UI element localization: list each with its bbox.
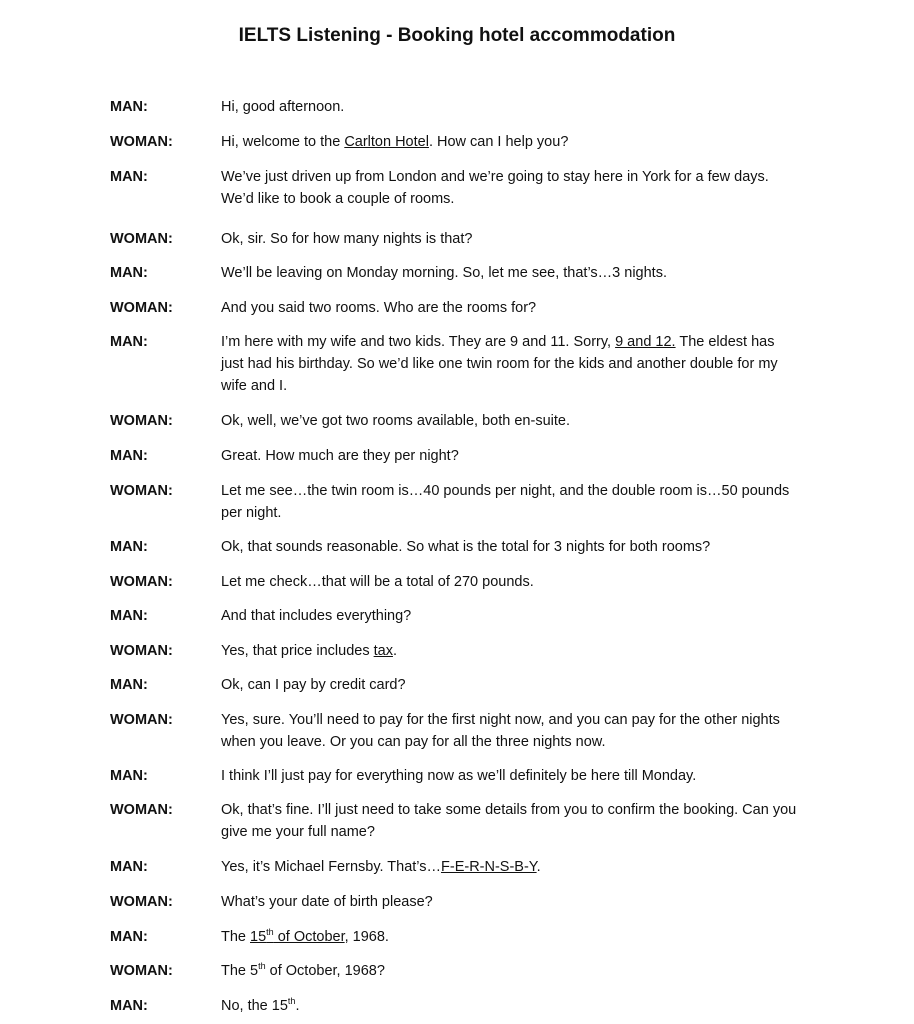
speaker-label: MAN: <box>110 169 148 185</box>
speaker-label: WOMAN: <box>110 802 173 818</box>
speaker-label: MAN: <box>110 677 148 693</box>
speaker-label: MAN: <box>110 334 148 350</box>
dialogue-text: Hi, welcome to the Carlton Hotel. How can I help you? <box>221 134 569 150</box>
dialogue-text: And that includes everything? <box>221 608 412 624</box>
underlined-answer: F-E-R-N-S-B-Y <box>441 859 537 875</box>
underlined-answer: tax <box>373 643 393 659</box>
dialogue-text: We’ve just driven up from London and we’re going to stay here in York for a few days. We’d like to book a couple of rooms. <box>221 169 769 207</box>
speaker-label: WOMAN: <box>110 712 173 728</box>
dialogue-text: Hi, good afternoon. <box>221 99 345 115</box>
dialogue-text: I’m here with my wife and two kids. They are 9 and 11. Sorry, 9 and 12. The eldest has just had his birthday. So we’d like one twin room for the kids and another double for my wife and I. <box>221 334 778 394</box>
speaker-label: WOMAN: <box>110 894 173 910</box>
dialogue-text: The 15th of October, 1968. <box>221 927 389 945</box>
dialogue-text: Ok, can I pay by credit card? <box>221 677 406 693</box>
dialogue-text: Yes, sure. You’ll need to pay for the first night now, and you can pay for the other nights when you leave. Or you can pay for all the three nights now. <box>221 712 780 750</box>
underlined-answer: Carlton Hotel <box>344 134 429 150</box>
dialogue-text: The 5th of October, 1968? <box>221 961 385 979</box>
document-title: IELTS Listening - Booking hotel accommodation <box>238 25 676 46</box>
dialogue-text: Ok, that’s fine. I’ll just need to take some details from you to confirm the booking. Can you give me your full name? <box>221 802 797 840</box>
speaker-label: MAN: <box>110 539 148 555</box>
speaker-label: WOMAN: <box>110 413 173 429</box>
dialogue-text: Let me check…that will be a total of 270 pounds. <box>221 574 534 590</box>
speaker-label: WOMAN: <box>110 134 173 150</box>
dialogue-text: No, the 15th. <box>221 996 300 1014</box>
speaker-label: WOMAN: <box>110 483 173 499</box>
dialogue-text: And you said two rooms. Who are the rooms for? <box>221 300 537 316</box>
dialogue-text: Let me see…the twin room is…40 pounds per night, and the double room is…50 pounds per night. <box>221 483 790 521</box>
speaker-label: MAN: <box>110 265 148 281</box>
speaker-label: WOMAN: <box>110 643 173 659</box>
dialogue-text: Ok, well, we’ve got two rooms available, both en-suite. <box>221 413 570 429</box>
dialogue-text: I think I’ll just pay for everything now as we’ll definitely be here till Monday. <box>221 768 697 784</box>
speaker-label: MAN: <box>110 929 148 945</box>
speaker-label: MAN: <box>110 998 148 1014</box>
speaker-label: WOMAN: <box>110 231 173 247</box>
speaker-label: MAN: <box>110 608 148 624</box>
dialogue-text: We’ll be leaving on Monday morning. So, let me see, that’s…3 nights. <box>221 265 667 281</box>
speaker-label: WOMAN: <box>110 963 173 979</box>
speaker-label: MAN: <box>110 768 148 784</box>
dialogue-text: What’s your date of birth please? <box>221 894 433 910</box>
speaker-label: MAN: <box>110 99 148 115</box>
speaker-label: MAN: <box>110 859 148 875</box>
dialogue-text: Yes, that price includes tax. <box>221 643 397 659</box>
underlined-answer: 15th of October <box>250 927 345 945</box>
speaker-label: WOMAN: <box>110 300 173 316</box>
dialogue-text: Ok, that sounds reasonable. So what is the total for 3 nights for both rooms? <box>221 539 711 555</box>
speaker-label: MAN: <box>110 448 148 464</box>
dialogue-text: Ok, sir. So for how many nights is that? <box>221 231 473 247</box>
dialogue-text: Great. How much are they per night? <box>221 448 459 464</box>
speaker-label: WOMAN: <box>110 574 173 590</box>
underlined-answer: 9 and 12. <box>615 334 676 350</box>
dialogue-text: Yes, it’s Michael Fernsby. That’s…F-E-R-N-S-B-Y. <box>221 859 541 875</box>
